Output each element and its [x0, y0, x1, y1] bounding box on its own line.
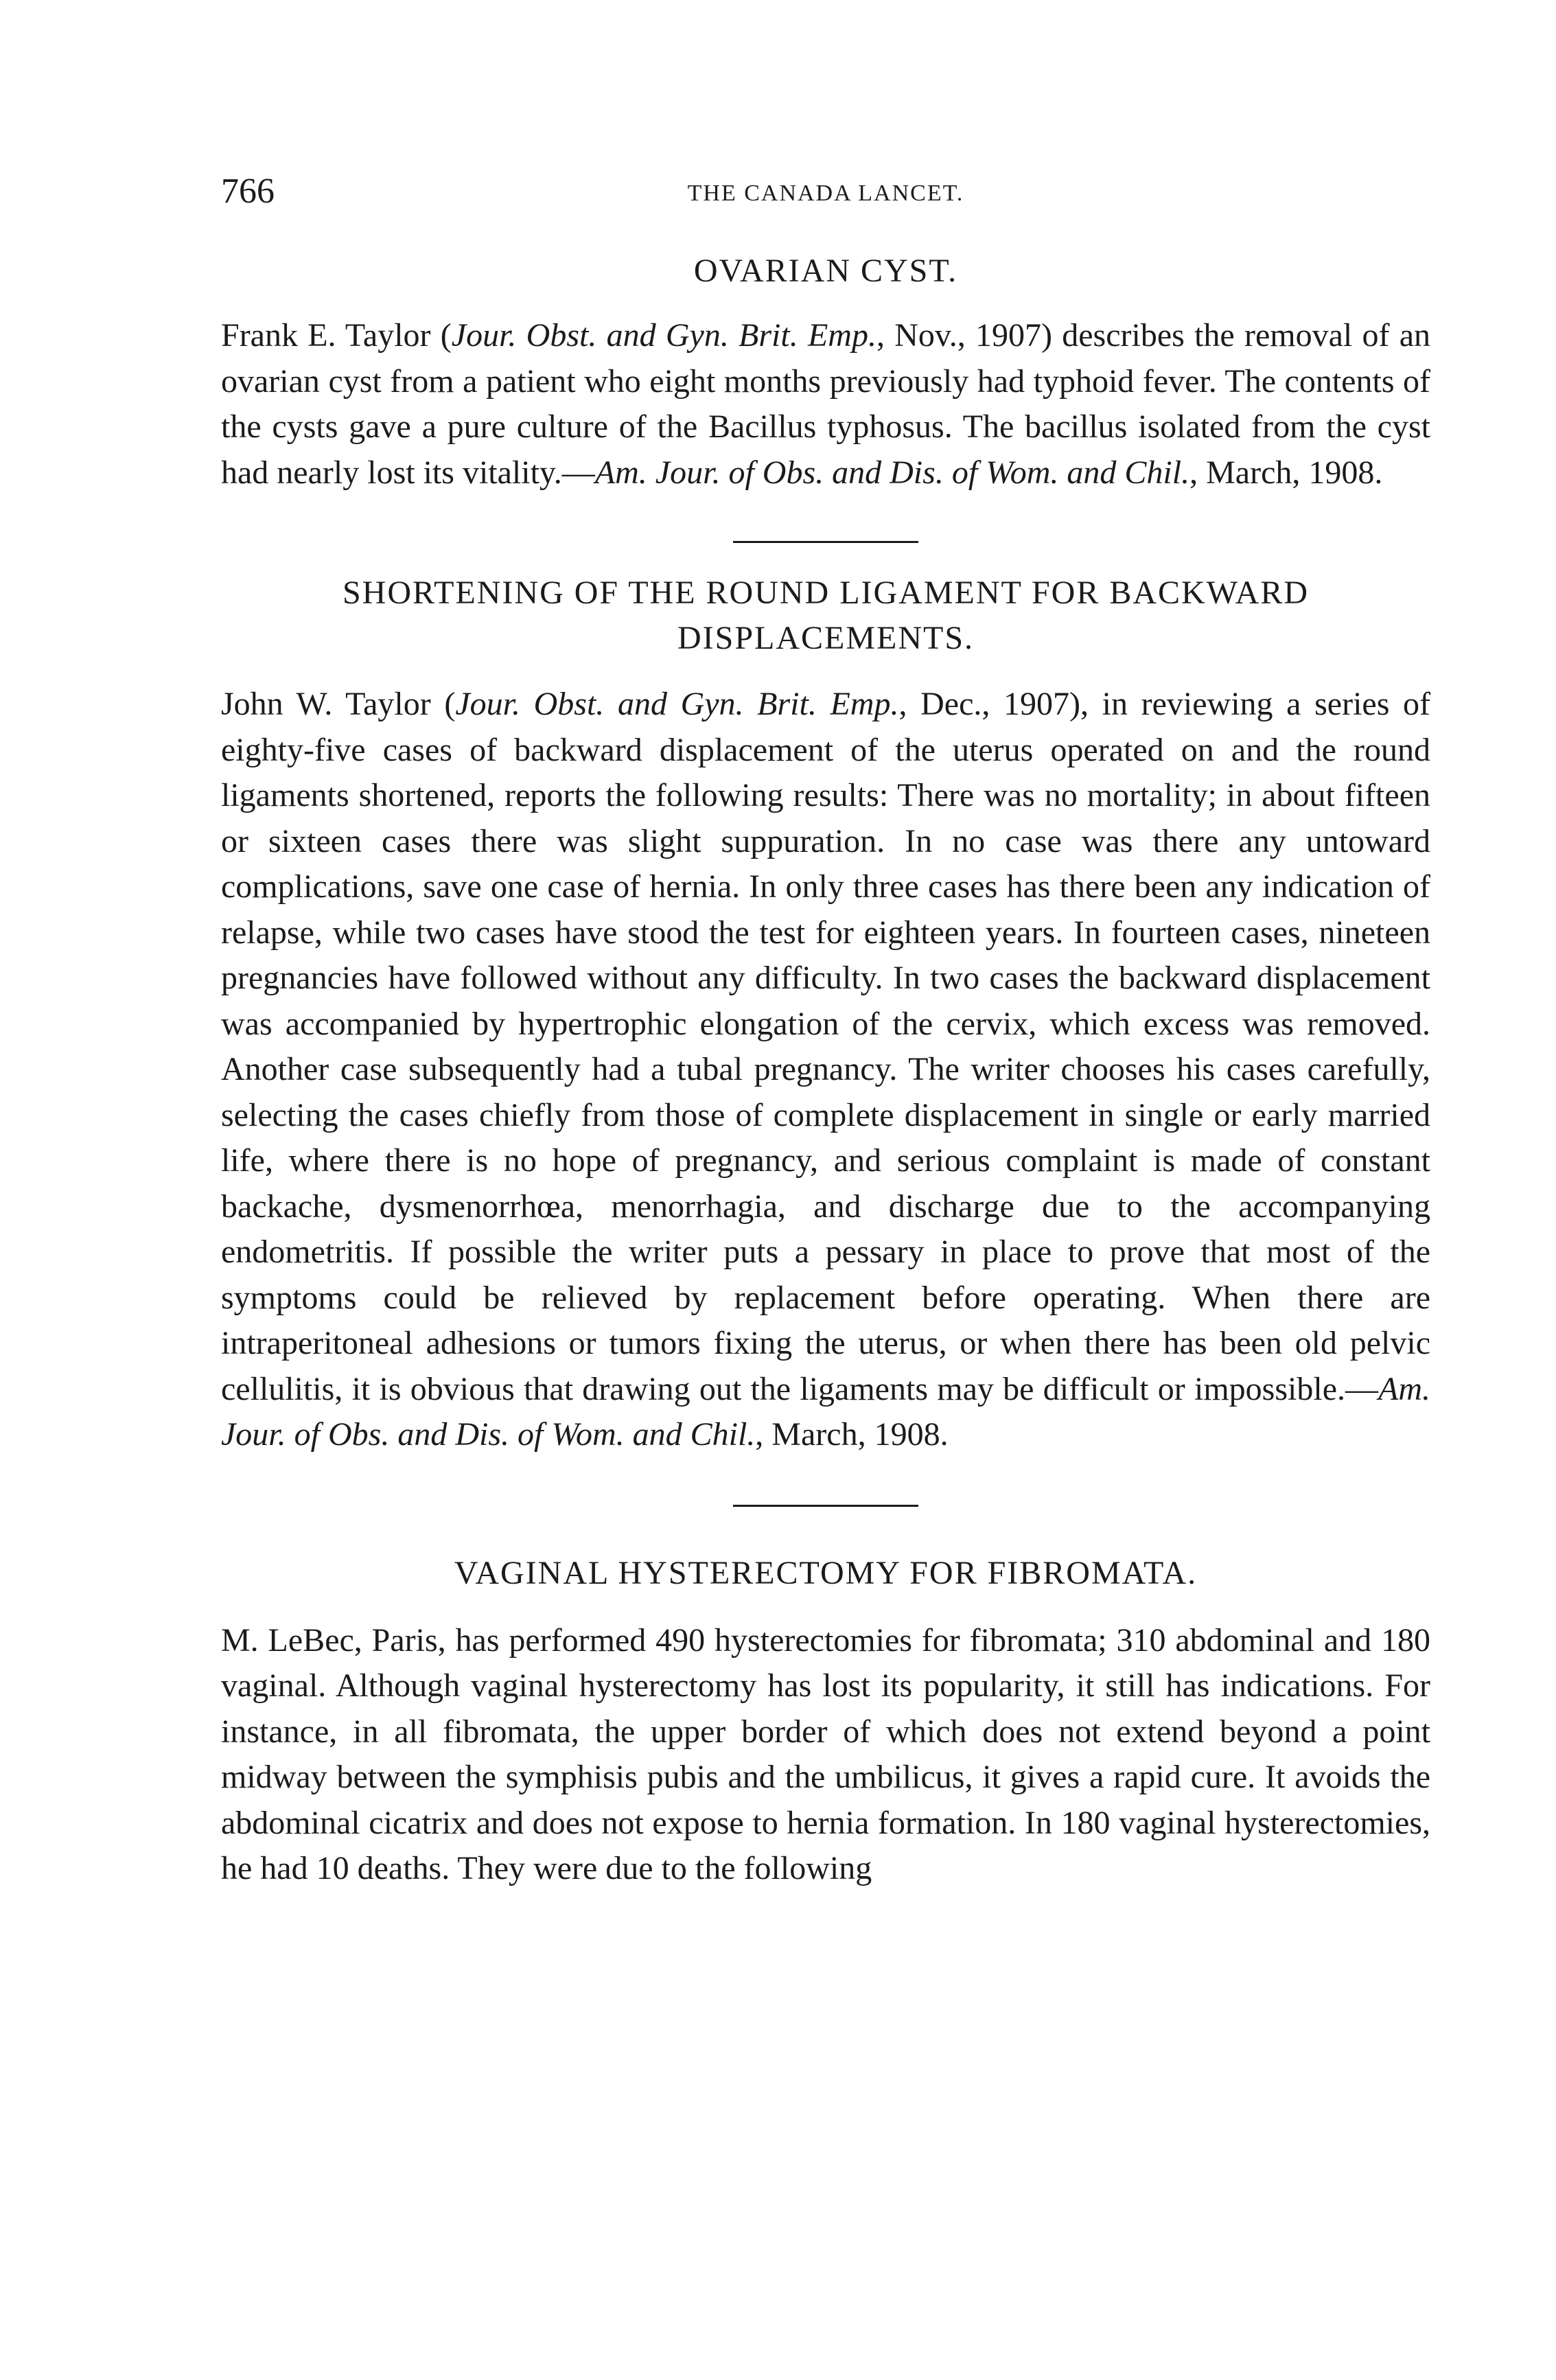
- article-content: [221, 249, 1430, 1892]
- section-paragraph: Frank E. Taylor (Jour. Obst. and Gyn. Brit. Emp., Nov., 1907) describes the removal of an ovarian cyst from a patient who eight months previously had typhoid fever. The contents of the cysts gave a pure culture of the Bacillus typhosus. The bacillus isolated from the cyst had nearly lost its vitality.—Am. Jour. of Obs. and Dis. of Wom. and Chil., March, 1908.: [221, 317, 1431, 491]
- section-title-round-ligament: SHORTENING OF THE ROUND LIGAMENT FOR BACKWARD DISPLACEMENTS.: [342, 575, 1310, 656]
- running-title: THE CANADA LANCET.: [687, 181, 964, 206]
- section-paragraph: M. LeBec, Paris, has performed 490 hysterectomies for fibromata; 310 abdominal and 180 vaginal. Although vaginal hysterectomy has lost its popularity, it still has indications. For instance, in all fibromata, the upper border of which does not extend beyond a point midway between the symphisis pubis and the umbilicus, it gives a rapid cure. It avoids the abdominal cicatrix and does not expose to hernia formation. In 180 vaginal hysterectomies, he had 10 deaths. They were due to the following: [221, 1621, 1430, 1886]
- section-paragraph: John W. Taylor (Jour. Obst. and Gyn. Brit. Emp., Dec., 1907), in reviewing a series of eighty-five cases of backward displacement of the uterus operated on and the round ligaments shortened, reports the following results: There was no mortality; in about fifteen or sixteen cases there was slight suppuration. In no case was there any untoward complications, save one case of hernia. In only three cases has there been any indication of relapse, while two cases have stood the test for eighteen years. In fourteen cases, nineteen pregnancies have followed without any difficulty. In two cases the backward displacement was accompanied by hypertrophic elongation of the cervix, which excess was removed. Another case subsequently had a tubal pregnancy. The writer chooses his cases carefully, selecting the cases chiefly from those of complete displacement in single or early married life, where there is no hope of pregnancy, and serious complaint is made of constant backache, dysmenorrhœa, menorrhagia, and discharge due to the accompanying endometritis. If possible the writer puts a pessary in place to prove that most of the symptoms could be relieved by replacement before operating. When there are intraperitoneal adhesions or tumors fixing the uterus, or when there has been old pelvic cellulitis, it is obvious that drawing out the ligaments may be difficult or impossible.—Am. Jour. of Obs. and Dis. of Wom. and Chil., March, 1908.: [221, 686, 1431, 1453]
- section-title-vaginal-hysterectomy: VAGINAL HYSTERECTOMY FOR FIBROMATA.: [454, 1554, 1198, 1591]
- journal-page: [221, 0, 1430, 2380]
- page-number: 766: [221, 172, 275, 211]
- section-divider: [733, 541, 918, 543]
- section-divider: [733, 1505, 918, 1507]
- section-title-ovarian-cyst: OVARIAN CYST.: [693, 253, 958, 289]
- page-header: [221, 167, 1430, 216]
